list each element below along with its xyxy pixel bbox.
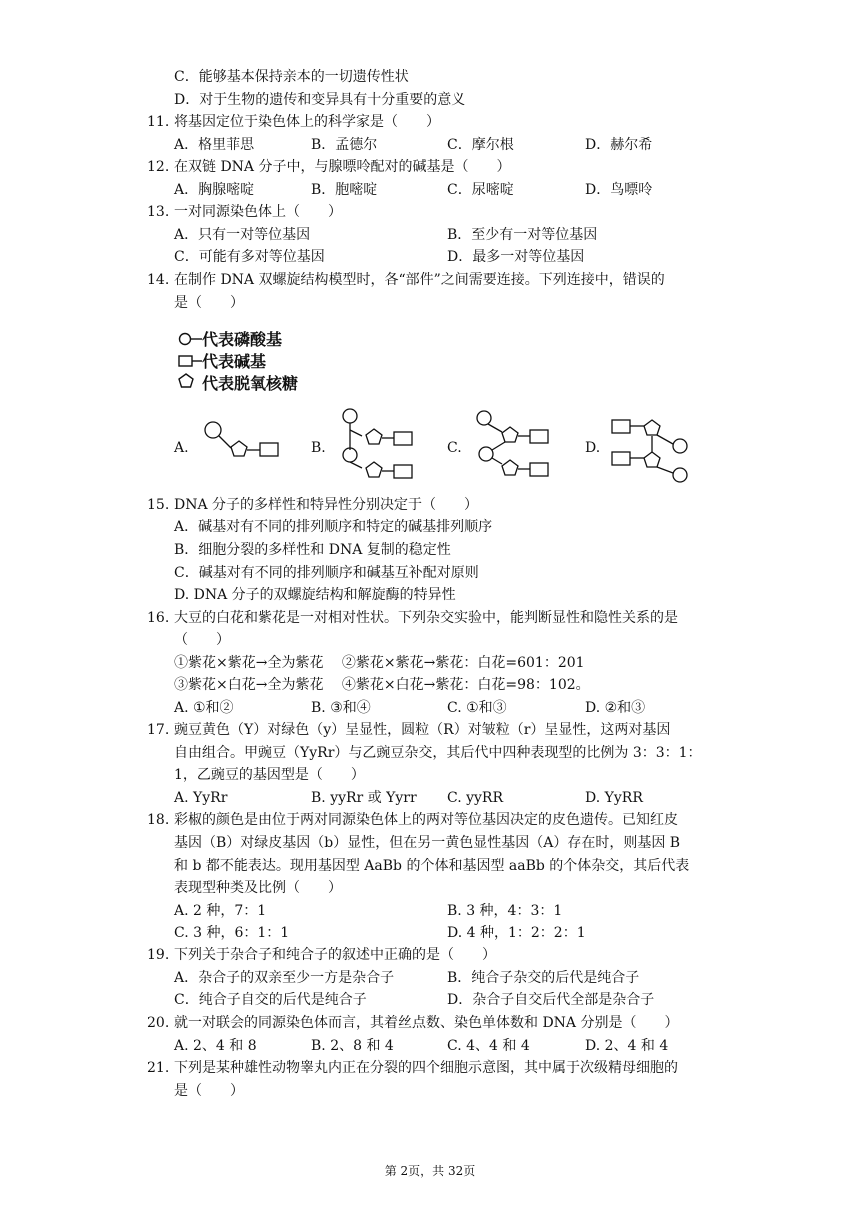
question-stem: 豌豆黄色（Y）对绿色（y）呈显性，圆粒（R）对皱粒（r）呈显性，这两对基因 xyxy=(174,722,671,738)
legend-base-label: 代表碱基 xyxy=(202,352,267,371)
text-line: D．对于生物的遗传和变异具有十分重要的意义 xyxy=(174,92,466,108)
answer-option-b: B．孟德尔 xyxy=(311,137,378,153)
dna-part-legend xyxy=(178,328,348,396)
answer-option: B．纯合子杂交的后代是纯合子 xyxy=(447,970,640,986)
question-stem: 彩椒的颜色是由位于两对同源染色体上的两对等位基因决定的皮色遗传。已知红皮 xyxy=(174,812,678,828)
question-stem: DNA 分子的多样性和特异性分别决定于（ ） xyxy=(174,497,479,513)
answer-option: C．可能有多对等位基因 xyxy=(174,249,325,265)
answer-option: D. 4 种，1：2：2：1 xyxy=(447,925,586,941)
answer-option-d: D. ②和③ xyxy=(585,700,646,716)
text-line: 是（ ） xyxy=(174,1083,244,1099)
answer-option-b: B. yyRr 或 Yyrr xyxy=(311,790,417,806)
text-line: 表现型种类及比例（ ） xyxy=(174,880,342,896)
text-line: D. DNA 分子的双螺旋结构和解旋酶的特异性 xyxy=(174,587,456,603)
question-number: 19. xyxy=(147,947,170,963)
diagram-a-structure xyxy=(198,408,282,478)
question-number: 12. xyxy=(147,159,170,175)
answer-option-b: B. 2、8 和 4 xyxy=(311,1038,394,1054)
question-number: 18. xyxy=(147,812,170,828)
legend-phosphate-label: 代表磷酸基 xyxy=(202,330,283,349)
answer-option-c: C. 4、4 和 4 xyxy=(447,1038,530,1054)
question-number: 15. xyxy=(147,497,170,513)
diagram-label-b: B. xyxy=(311,440,326,456)
text-line: 是（ ） xyxy=(174,295,244,311)
answer-option-a: A．胸腺嘧啶 xyxy=(174,182,255,198)
sugar-symbol-icon xyxy=(179,374,193,387)
text-line: 1，乙豌豆的基因型是（ ） xyxy=(174,767,365,783)
diagram-label-a: A. xyxy=(174,440,189,456)
diagram-b-structure xyxy=(334,408,418,484)
answer-option-d: D. YyRR xyxy=(585,790,643,806)
answer-option-d: D. 2、4 和 4 xyxy=(585,1038,669,1054)
question-number: 13. xyxy=(147,204,170,220)
text-line: 和 b 都不能表达。现用基因型 AaBb 的个体和基因型 aaBb 的个体杂交，其后代表 xyxy=(174,858,690,874)
answer-option-a: A．格里菲思 xyxy=(174,137,255,153)
text-line: B．细胞分裂的多样性和 DNA 复制的稳定性 xyxy=(174,542,451,558)
answer-option-c: C．尿嘧啶 xyxy=(447,182,514,198)
text-line: A．碱基对有不同的排列顺序和特定的碱基排列顺序 xyxy=(174,519,493,535)
answer-option-d: D．鸟嘌呤 xyxy=(585,182,653,198)
question-number: 21. xyxy=(147,1060,170,1076)
text-line: ③紫花×白花→全为紫花 ④紫花×白花→紫花：白花=98：102。 xyxy=(174,677,590,693)
question-stem: 下列是某种雄性动物睾丸内正在分裂的四个细胞示意图，其中属于次级精母细胞的 xyxy=(174,1060,678,1076)
question-number: 14. xyxy=(147,272,170,288)
answer-option: D．杂合子自交后代全部是杂合子 xyxy=(447,992,655,1008)
question-stem: 下列关于杂合子和纯合子的叙述中正确的是（ ） xyxy=(174,947,496,963)
answer-option: A．只有一对等位基因 xyxy=(174,227,311,243)
question-number: 17. xyxy=(147,722,170,738)
question-stem: 将基因定位于染色体上的科学家是（ ） xyxy=(174,114,440,130)
answer-option: C．纯合子自交的后代是纯合子 xyxy=(174,992,367,1008)
text-line: 基因（B）对绿皮基因（b）显性，但在另一黄色显性基因（A）存在时，则基因 B xyxy=(174,835,681,851)
question-number: 11. xyxy=(147,114,170,130)
answer-option-c: C．摩尔根 xyxy=(447,137,514,153)
question-number: 20. xyxy=(147,1015,170,1031)
answer-option: D．最多一对等位基因 xyxy=(447,249,585,265)
diagram-label-c: C. xyxy=(447,440,462,456)
answer-option: B．至少有一对等位基因 xyxy=(447,227,598,243)
answer-option: C. 3 种，6：1：1 xyxy=(174,925,290,941)
diagram-c-structure xyxy=(472,408,556,484)
answer-option: A. 2 种，7：1 xyxy=(174,903,267,919)
text-line: ①紫花×紫花→全为紫花 ②紫花×紫花→紫花：白花=601：201 xyxy=(174,655,585,671)
answer-option-c: C. ①和③ xyxy=(447,700,507,716)
page-footer: 第 2页，共 32页 xyxy=(384,1164,476,1178)
answer-option-b: B. ③和④ xyxy=(311,700,371,716)
base-symbol-icon xyxy=(179,356,192,366)
question-stem: 就一对联会的同源染色体而言，其着丝点数、染色单体数和 DNA 分别是（ ） xyxy=(174,1015,679,1031)
question-stem: 在双链 DNA 分子中，与腺嘌呤配对的碱基是（ ） xyxy=(174,159,511,175)
answer-option: A．杂合子的双亲至少一方是杂合子 xyxy=(174,970,395,986)
diagram-d-structure xyxy=(610,408,694,484)
answer-option-a: A. ①和② xyxy=(174,700,234,716)
answer-option-a: A. 2、4 和 8 xyxy=(174,1038,257,1054)
text-line: 自由组合。甲豌豆（YyRr）与乙豌豆杂交，其后代中四种表现型的比例为 3：3：1： xyxy=(174,745,702,761)
answer-option-a: A. YyRr xyxy=(174,790,228,806)
text-line: C．能够基本保持亲本的一切遗传性状 xyxy=(174,69,409,85)
diagram-label-d: D. xyxy=(585,440,601,456)
answer-option-d: D．赫尔希 xyxy=(585,137,653,153)
question-stem: 在制作 DNA 双螺旋结构模型时，各“部件”之间需要连接。下列连接中，错误的 xyxy=(174,272,665,288)
question-number: 16. xyxy=(147,610,170,626)
text-line: C．碱基对有不同的排列顺序和碱基互补配对原则 xyxy=(174,565,479,581)
question-stem: 大豆的白花和紫花是一对相对性状。下列杂交实验中，能判断显性和隐性关系的是 xyxy=(174,610,678,626)
question-stem: 一对同源染色体上（ ） xyxy=(174,204,342,220)
answer-option-b: B．胞嘧啶 xyxy=(311,182,378,198)
answer-option: B. 3 种，4：3：1 xyxy=(447,903,563,919)
text-line: （ ） xyxy=(174,632,230,648)
answer-option-c: C. yyRR xyxy=(447,790,504,806)
legend-sugar-label: 代表脱氧核糖 xyxy=(202,374,299,393)
phosphate-symbol-icon xyxy=(180,334,191,345)
